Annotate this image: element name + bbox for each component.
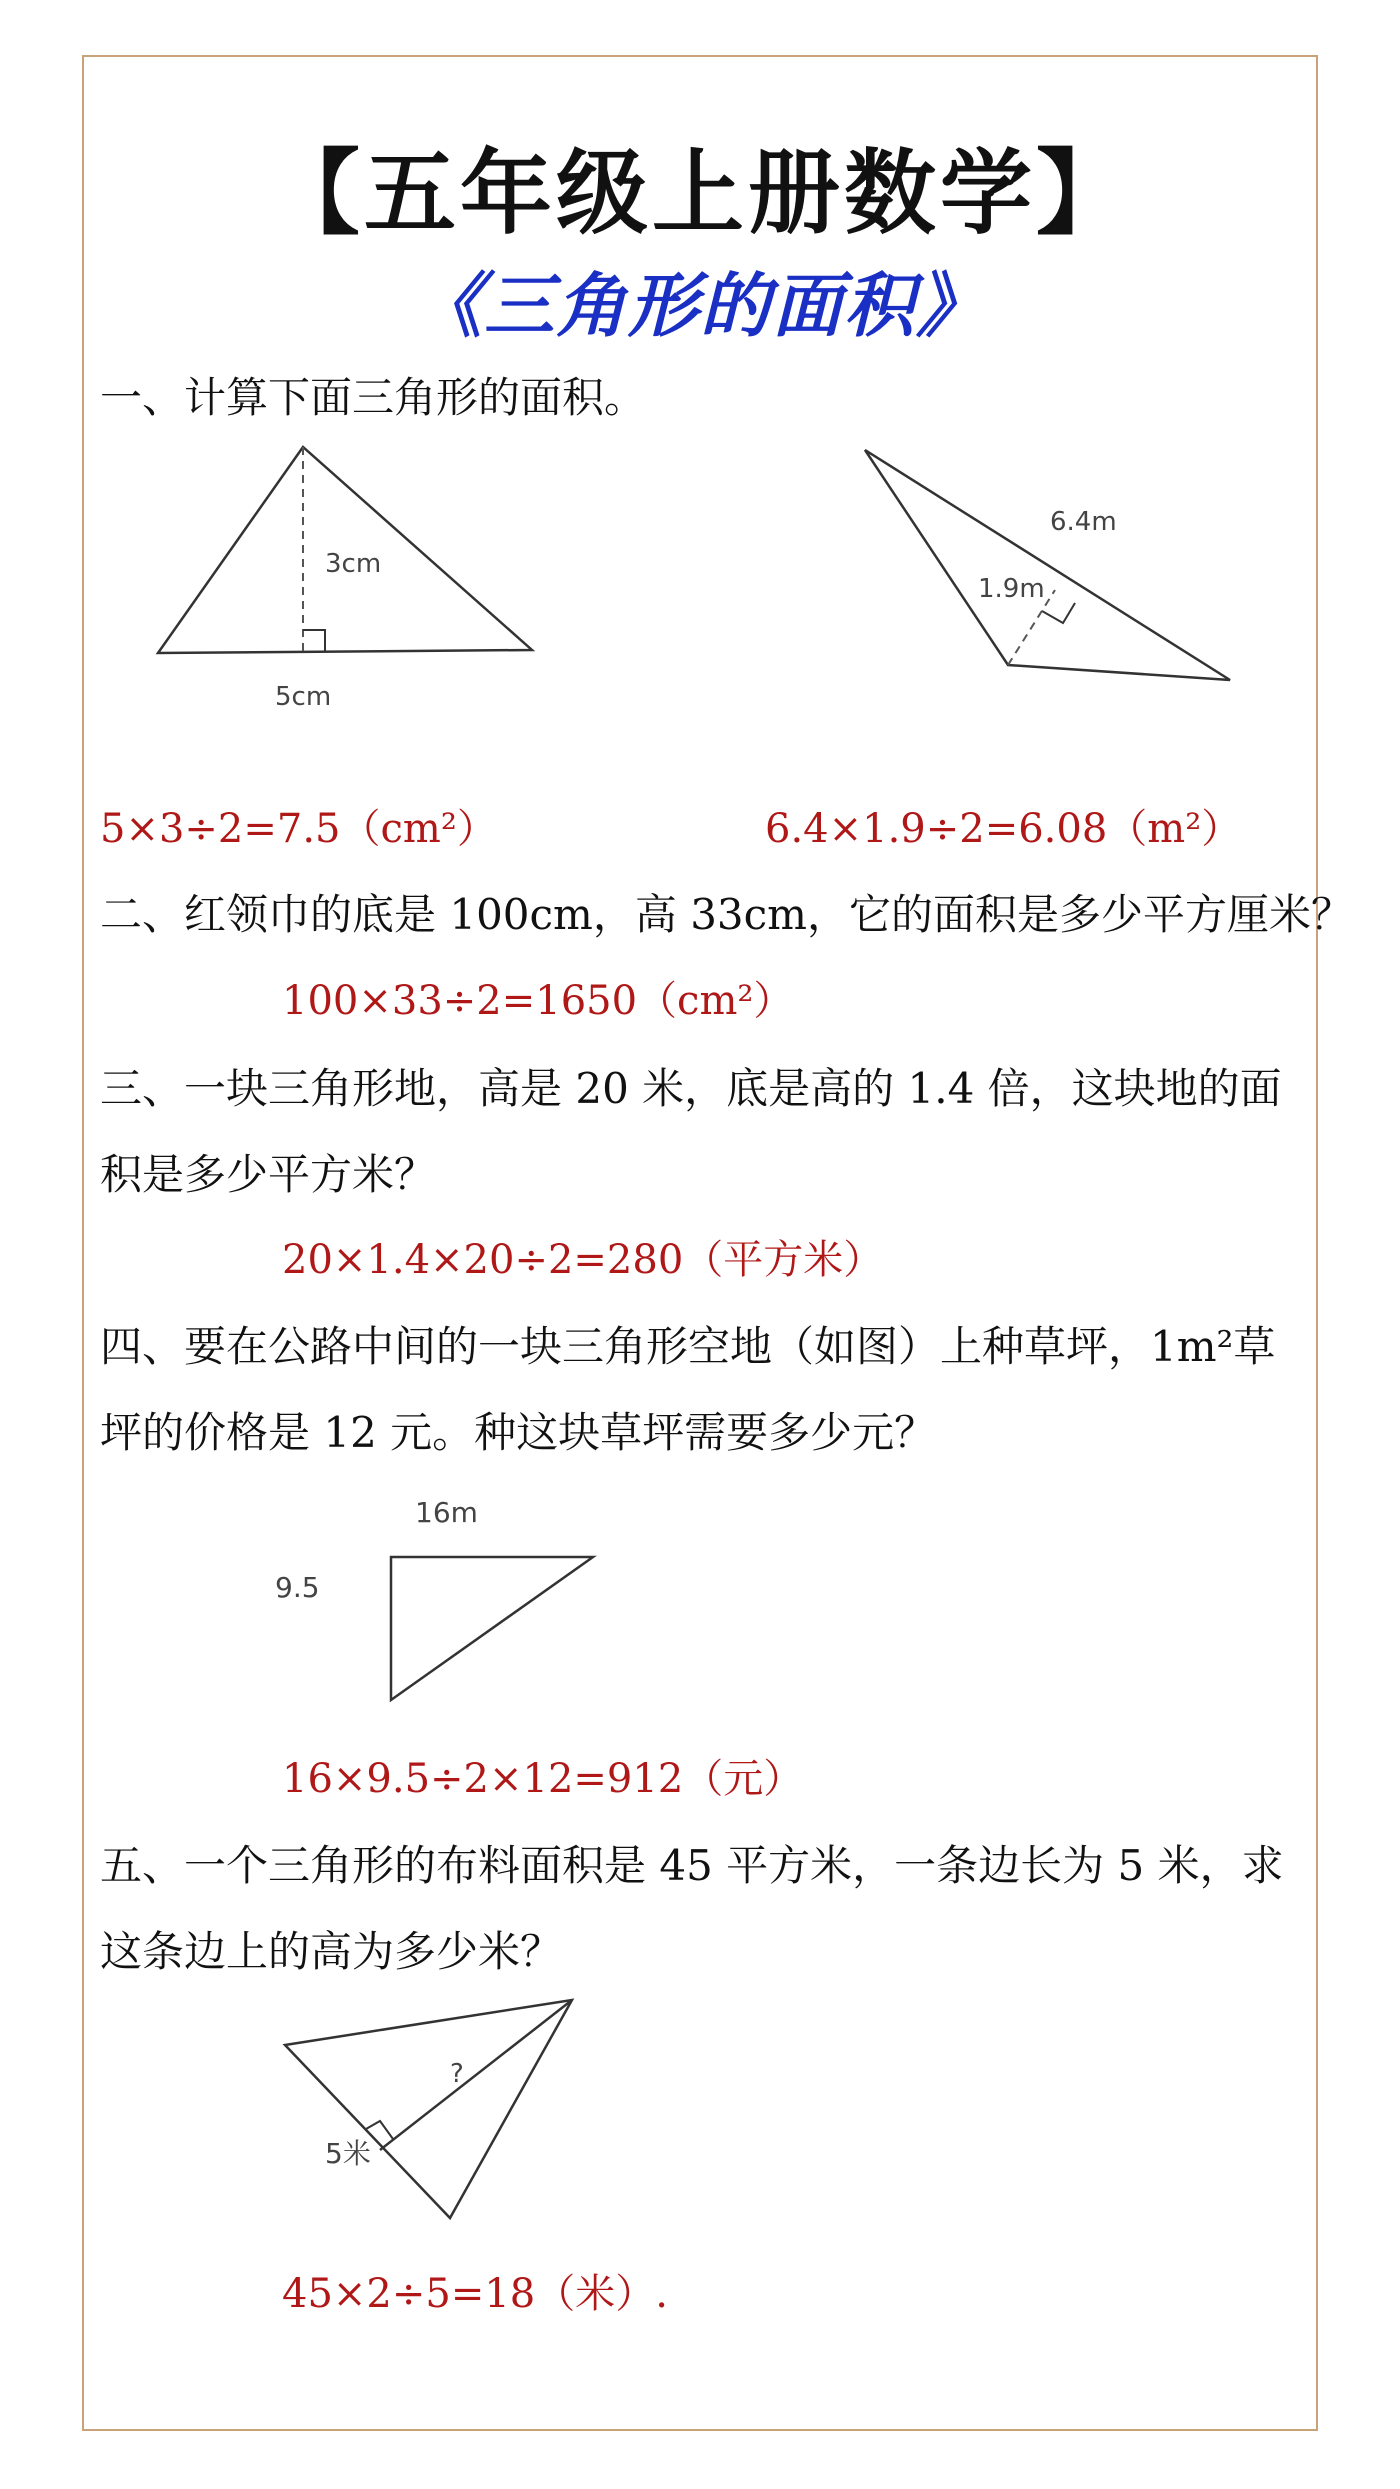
question-3-line-2: 积是多少平方米？ bbox=[100, 1150, 437, 1199]
page-title: 【五年级上册数学】 bbox=[267, 140, 1132, 247]
triangle-1-height-label: 3cm bbox=[325, 549, 382, 579]
triangle-2-height-label: 1.9m bbox=[978, 574, 1045, 604]
question-5-line-2: 这条边上的高为多少米？ bbox=[100, 1927, 563, 1976]
answer-2: 100×33÷2=1650（cm²） bbox=[282, 978, 794, 1024]
question-2-text: 二、红领巾的底是 100cm，高 33cm，它的面积是多少平方厘米？ bbox=[100, 890, 1354, 939]
triangle-2-side-label: 6.4m bbox=[1050, 507, 1117, 537]
triangle-figure-5 bbox=[270, 1990, 610, 2230]
triangle-4-left-label: 9.5 bbox=[275, 1571, 320, 1604]
right-angle-mark-2 bbox=[1042, 603, 1075, 623]
triangle-1-base-label: 5cm bbox=[275, 682, 332, 712]
right-angle-mark-1 bbox=[303, 630, 325, 652]
triangle-5-height-label: ? bbox=[450, 2059, 464, 2089]
answer-4: 16×9.5÷2×12=912（元） bbox=[282, 1756, 804, 1802]
answer-1b: 6.4×1.9÷2=6.08（m²） bbox=[765, 806, 1242, 852]
question-4-line-1: 四、要在公路中间的一块三角形空地（如图）上种草坪，1m²草 bbox=[100, 1322, 1276, 1371]
triangle-figure-1 bbox=[140, 430, 560, 720]
answer-5: 45×2÷5=18（米）. bbox=[282, 2271, 668, 2317]
triangle-2-outline bbox=[865, 450, 1230, 680]
question-4-line-2: 坪的价格是 12 元。种这块草坪需要多少元？ bbox=[100, 1408, 937, 1457]
answer-3: 20×1.4×20÷2=280（平方米） bbox=[282, 1237, 884, 1283]
triangle-figure-4 bbox=[260, 1485, 620, 1715]
triangle-figure-2 bbox=[830, 430, 1280, 700]
question-3-line-1: 三、一块三角形地，高是 20 米，底是高的 1.4 倍，这块地的面 bbox=[100, 1064, 1282, 1113]
question-5-line-1: 五、一个三角形的布料面积是 45 平方米，一条边长为 5 米，求 bbox=[100, 1841, 1284, 1890]
triangle-5-height-line bbox=[380, 2000, 572, 2150]
answer-1a: 5×3÷2=7.5（cm²） bbox=[100, 806, 497, 852]
triangle-4-top-label: 16m bbox=[415, 1496, 478, 1529]
triangle-4-outline bbox=[391, 1557, 593, 1700]
page-subtitle: 《三角形的面积》 bbox=[412, 265, 988, 347]
triangle-5-side-label: 5米 bbox=[325, 2137, 371, 2170]
question-1-text: 一、计算下面三角形的面积。 bbox=[100, 373, 647, 422]
